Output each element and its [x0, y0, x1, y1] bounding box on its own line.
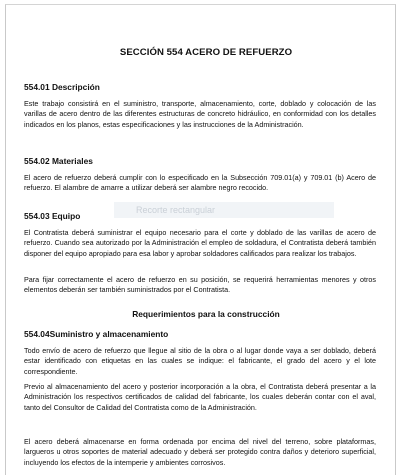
supply-paragraph-2: Previo al almacenamiento del acero y posterior incorporación a la obra, el Contratista deberá presentar a la Administración los respectivos certificados de calidad del fabricante, los cuales deberán contar con el aval, tanto del Consultor de Calidad del Contratista como de la Administración.: [24, 382, 376, 412]
supply-paragraph-3: El acero deberá almacenarse en forma ordenada por encima del nivel del terreno, sobre plataformas, largueros u otros soportes de material adecuado y deberá ser protegido contra daños y deterioro superficial, incluyendo los efectos de la intemperie y ambientes corrosivos.: [24, 437, 376, 467]
supply-storage-heading: 554.04Suministro y almacenamiento: [24, 329, 169, 339]
materials-paragraph: El acero de refuerzo deberá cumplir con lo especificado en la Subsección 709.01(a) y 709.01 (b) Acero de refuerzo. El alambre de amarre a utilizar deberá ser alambre negro recocido.: [24, 173, 376, 193]
document-page-frame: [5, 4, 396, 475]
description-heading: 554.01 Descripción: [24, 82, 100, 92]
equipment-heading: 554.03 Equipo: [24, 211, 81, 221]
construction-requirements-heading: Requerimientos para la construcción: [132, 309, 280, 319]
description-paragraph: Este trabajo consistirá en el suministro, transporte, almacenamiento, corte, doblado y colocación de las varillas de acero dentro de las diferentes estructuras de concreto hidráulico, en conformidad con los detalles indicados en los planos, estas especificaciones y las instrucciones de la Administración.: [24, 99, 376, 129]
section-title: SECCIÓN 554 ACERO DE REFUERZO: [119, 47, 293, 58]
supply-paragraph-1: Todo envío de acero de refuerzo que llegue al sitio de la obra o al lugar donde vaya a ser doblado, deberá estar identificado con etiquetas en las cuales se indique: el fabricante, el grado del acero y el lote correspondiente.: [24, 346, 376, 376]
rectangular-snip-overlay: Recorte rectangular: [114, 202, 334, 218]
materials-heading: 554.02 Materiales: [24, 156, 93, 166]
equipment-paragraph-1: El Contratista deberá suministrar el equipo necesario para el corte y doblado de las varillas de acero de refuerzo. Cuando sea autorizado por la Administración el empleo de soldadura, el Contratista deberá también disponer del equipo apropiado para esa labor y aprobar soldadores calificados para realizar los trabajos.: [24, 228, 376, 258]
equipment-paragraph-2: Para fijar correctamente el acero de refuerzo en su posición, se requerirá herramientas menores y otros elementos deberán ser también suministrados por el Contratista.: [24, 275, 376, 295]
